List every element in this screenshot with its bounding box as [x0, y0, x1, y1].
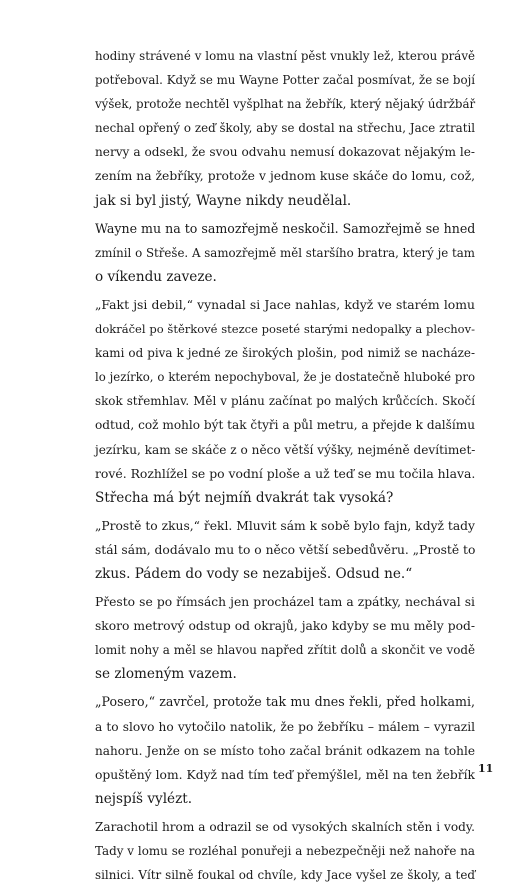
text-line: „Fakt jsi debil,“ vynadal si Jace nahlas, když ve starém lomu	[95, 296, 475, 312]
body-text	[95, 44, 475, 891]
text-line: zkus. Pádem do vody se nezabiješ. Odsud ne.“	[95, 565, 413, 582]
text-line: Střecha má být nejmíň dvakrát tak vysoká?	[95, 489, 394, 506]
text-line: rové. Rozhlížel se po vodní ploše a už teď se mu točila hlava.	[95, 465, 476, 481]
text-line: opuštěný lom. Když nad tím teď přemýšlel, měl na ten žebřík	[95, 767, 475, 782]
text-line: a to slovo ho vytočilo natolik, že po žebříku – málem – vyrazil	[95, 719, 475, 734]
text-line: odtud, což mohlo být tak čtyři a půl metru, a přejde k dalšímu	[95, 418, 475, 433]
text-line: kami od piva k jedné ze širokých plošin, pod nimiž se nacháze-	[95, 346, 475, 361]
text-line: „Prostě to zkus,“ řekl. Mluvit sám k sobě bylo fajn, když tady	[95, 518, 476, 533]
text-line: jak si byl jistý, Wayne nikdy neudělal.	[95, 192, 352, 209]
text-line: skoro metrový odstup od okrajů, jako kdyby se mu měly pod-	[95, 619, 475, 634]
text-line: lomit nohy a měl se hlavou napřed zřítit dolů a skončit ve vodě	[95, 643, 475, 658]
page-number: 11	[478, 762, 494, 775]
text-line: nervy a odsekl, že svou odvahu nemusí dokazovat nějakým le-	[95, 145, 475, 160]
text-line: lo jezírko, o kterém nepochyboval, že je dostatečně hluboké pro	[95, 370, 475, 385]
text-line: jezírku, kam se skáče z o něco větší výšky, nejméně devítimet-	[95, 442, 476, 457]
text-line: Zarachotil hrom a odrazil se od vysokých skalních stěn i vody.	[95, 819, 475, 834]
paragraph-3	[95, 293, 475, 510]
text-line: nejspíš vylézt.	[95, 790, 193, 807]
paragraph-2	[95, 217, 475, 289]
text-line: hodiny strávené v lomu na vlastní pěst vnukly lež, kterou právě	[95, 49, 475, 63]
paragraph-4	[95, 514, 475, 586]
text-line: skok střemhlav. Měl v plánu začínat po malých krůčcích. Skočí	[95, 394, 475, 409]
paragraph-7	[95, 815, 475, 887]
text-line: Přesto se po římsách jen procházel tam a zpátky, nechával si	[95, 595, 475, 610]
text-line: „Posero,“ zavrčel, protože tak mu dnes řekli, před holkami,	[95, 694, 475, 710]
text-line: potřeboval. Když se mu Wayne Potter začal posmívat, že se bojí	[95, 73, 475, 88]
text-line: Tady v lomu se rozléhal ponuřeji a nebezpečněji než nahoře na	[95, 844, 475, 858]
text-line: zmínil o Střeše. A samozřejmě měl staršího bratra, který je tam	[95, 245, 475, 260]
paragraph-6	[95, 690, 475, 810]
text-line: Wayne mu na to samozřejmě neskočil. Samozřejmě se hned	[95, 220, 476, 236]
text-line: nahoru. Jenže on se místo toho začal bránit odkazem na tohle	[95, 743, 475, 758]
text-line: stál sám, dodávalo mu to o něco větší sebedůvěru. „Prostě to	[95, 542, 476, 557]
text-line: silnici. Vítr silně foukal od chvíle, kdy Jace vyšel ze školy, a teď	[95, 868, 475, 883]
text-line: dokráčel po štěrkové stezce poseté starými nedopalky a plechov-	[95, 322, 475, 337]
paragraph-5	[95, 590, 475, 686]
text-line: zením na žebříky, protože v jednom kuse skáče do lomu, což,	[95, 169, 475, 184]
text-line: se zlomeným vazem.	[95, 666, 237, 683]
paragraph-1	[95, 44, 475, 213]
text-line: výšek, protože nechtěl vyšplhat na žebřík, který nějaký údržbář	[95, 97, 476, 112]
text-line: o víkendu zaveze.	[95, 268, 217, 285]
text-line: nechal opřený o zeď školy, aby se dostal na střechu, Jace ztratil	[95, 121, 475, 136]
